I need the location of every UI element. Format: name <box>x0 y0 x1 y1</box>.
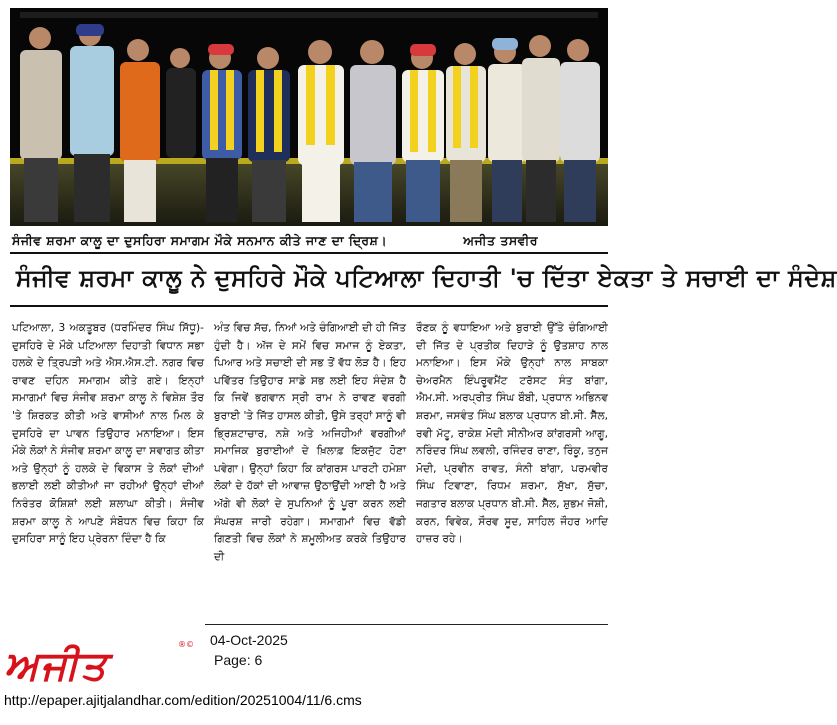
group-photo-illustration <box>10 8 608 226</box>
people-group <box>20 24 600 222</box>
article-column-3 <box>416 320 608 625</box>
photo-caption: ਸੰਜੀਵ ਸ਼ਰਮਾ ਕਾਲੂ ਦਾ ਦੁਸਹਿਰਾ ਸਮਾਗਮ ਮੌਕੇ ਸਨਮਾਨ ਕੀਤੇ ਜਾਣ ਦਾ ਦ੍ਰਿਸ਼। <box>12 233 388 248</box>
logo-wordmark: ਅਜੀਤ <box>4 643 109 689</box>
article-paragraph: ਪਟਿਆਲਾ, 3 ਅਕਤੂਬਰ (ਧਰਮਿੰਦਰ ਸਿੰਘ ਸਿੱਧੂ)-ਦੁਸਹਿਰੇ ਦੇ ਮੌਕੇ ਪਟਿਆਲਾ ਦਿਹਾਤੀ ਵਿਧਾਨ ਸਭਾ ਹਲਕੇ ਦੇ ਤ੍ਰਿਪੜੀ ਅਤੇ ਐਸ.ਐਸ.ਟੀ. ਨਗਰ ਵਿਚ ਰਾਵਣ ਦਹਿਨ ਸਮਾਗਮ ਕੀਤੇ ਗਏ। ਇਨ੍ਹਾਂ ਸਮਾਗਮਾਂ ਵਿਚ ਸੰਜੀਵ ਸ਼ਰਮਾ ਕਾਲੂ ਨੇ ਵਿਸ਼ੇਸ਼ ਤੌਰ 'ਤੇ ਸ਼ਿਰਕਤ ਕੀਤੀ ਅਤੇ ਵਾਸੀਆਂ ਨਾਲ ਮਿਲ ਕੇ ਦੁਸਹਿਰੇ ਦਾ ਪਾਵਨ ਤਿਉਹਾਰ ਮਨਾਇਆ। ਇਸ ਮੌਕੇ ਲੋਕਾਂ ਨੇ ਸੰਜੀਵ ਸ਼ਰਮਾ ਕਾਲੂ ਦਾ ਸਵਾਗਤ ਕੀਤਾ ਅਤੇ ਉਨ੍ਹਾਂ ਨੂੰ ਹਲਕੇ ਦੇ ਵਿਕਾਸ ਤੇ ਲੋਕਾਂ ਦੀਆਂ ਭਲਾਈ ਲਈ ਕੀਤੀਆਂ ਜਾ ਰਹੀਆਂ ਉਨ੍ਹਾਂ ਦੀਆਂ ਨਿਰੰਤਰ ਕੋਸ਼ਿਸ਼ਾਂ ਲਈ ਸ਼ਲਾਘਾ ਕੀਤੀ। ਸੰਜੀਵ ਸ਼ਰਮਾ ਕਾਲੂ ਨੇ ਆਪਣੇ ਸੰਬੋਧਨ ਵਿਚ ਕਿਹਾ ਕਿ ਦੁਸਹਿਰਾ ਸਾਨੂੰ ਇਹ ਪ੍ਰੇਰਨਾ ਦਿੰਦਾ ਹੈ ਕਿ <box>12 322 204 546</box>
article-column-1 <box>12 320 204 625</box>
footer-divider <box>205 624 608 625</box>
ajit-logo <box>4 644 190 688</box>
article-paragraph: ਰੌਣਕ ਨੂੰ ਵਧਾਇਆ ਅਤੇ ਬੁਰਾਈ ਉੱਤੇ ਚੰਗਿਆਈ ਦੀ ਜਿੱਤ ਦੇ ਪ੍ਰਤੀਕ ਦਿਹਾੜੇ ਨੂੰ ਉਤਸ਼ਾਹ ਨਾਲ ਮਨਾਇਆ। ਇਸ ਮੌਕੇ ਉਨ੍ਹਾਂ ਨਾਲ ਸਾਬਕਾ ਚੇਅਰਮੈਨ ਇੰਪਰੂਵਮੈਂਟ ਟਰੱਸਟ ਸੰਤ ਬਾਂਗਾ, ਐਮ.ਸੀ. ਅਰਪ੍ਰੀਤ ਸਿੰਘ ਬੌਬੀ, ਪ੍ਰਧਾਨ ਅਭਿਨਵ ਸ਼ਰਮਾ, ਜਸਵੰਤ ਸਿੰਘ ਬਲਾਕ ਪ੍ਰਧਾਨ ਬੀ.ਸੀ. ਸੈੱਲ, ਰਵੀ ਮੱਟੂ, ਰਾਕੇਸ਼ ਮੋਦੀ ਸੀਨੀਅਰ ਕਾਂਗਰਸੀ ਆਗੂ, ਨਰਿੰਦਰ ਸਿੰਘ ਲਵਲੀ, ਰਜਿੰਦਰ ਰਾਣਾ, ਰਿੰਕੂ, ਤਨੁਜ ਮੋਦੀ, ਪ੍ਰਵੀਨ ਰਾਵਤ, ਸੰਨੀ ਬਾਂਗਾ, ਪਰਮਵੀਰ ਸਿੰਘ ਟਿਵਾਣਾ, ਰਿਧਮ ਸ਼ਰਮਾ, ਸੁੱਖਾ, ਸੁੱਚਾ, ਜਗਤਾਰ ਬਲਾਕ ਪ੍ਰਧਾਨ ਬੀ.ਸੀ. ਸੈੱਲ, ਸ਼ੁਭਮ ਜੋਸ਼ੀ, ਕਰਨ, ਵਿਵੇਕ, ਸੌਰਵ ਸੂਦ, ਸਾਹਿਲ ਜੌਹਰ ਆਦਿ ਹਾਜ਼ਰ ਰਹੇ। <box>416 322 608 546</box>
article-headline: ਸੰਜੀਵ ਸ਼ਰਮਾ ਕਾਲੂ ਨੇ ਦੁਸਹਿਰੇ ਮੌਕੇ ਪਟਿਆਲਾ ਦਿਹਾਤੀ 'ਚ ਦਿੱਤਾ ਏਕਤਾ ਤੇ ਸਚਾਈ ਦਾ ਸੰਦੇਸ਼ <box>15 264 837 292</box>
page-number: Page: 6 <box>214 652 263 668</box>
article-column-2 <box>214 320 406 625</box>
headline-bottom-rule <box>10 305 608 307</box>
article-paragraph: ਅੰਤ ਵਿਚ ਸੱਚ, ਨਿਆਂ ਅਤੇ ਚੰਗਿਆਈ ਦੀ ਹੀ ਜਿੱਤ ਹੁੰਦੀ ਹੈ। ਅੱਜ ਦੇ ਸਮੇਂ ਵਿਚ ਸਮਾਜ ਨੂੰ ਏਕਤਾ, ਪਿਆਰ ਅਤੇ ਸਚਾਈ ਦੀ ਸਭ ਤੋਂ ਵੱਧ ਲੋੜ ਹੈ। ਇਹ ਪਵਿੱਤਰ ਤਿਉਹਾਰ ਸਾਡੇ ਸਭ ਲਈ ਇਹ ਸੰਦੇਸ਼ ਹੈ ਕਿ ਜਿਵੇਂ ਭਗਵਾਨ ਸ੍ਰੀ ਰਾਮ ਨੇ ਰਾਵਣ ਵਰਗੀ ਬੁਰਾਈ 'ਤੇ ਜਿੱਤ ਹਾਸਲ ਕੀਤੀ, ਉਸੇ ਤਰ੍ਹਾਂ ਸਾਨੂੰ ਵੀ ਭ੍ਰਿਸ਼ਟਾਚਾਰ, ਨਸ਼ੇ ਅਤੇ ਅਜਿਹੀਆਂ ਵਰਗੀਆਂ ਸਮਾਜਿਕ ਬੁਰਾਈਆਂ ਦੇ ਖ਼ਿਲਾਫ਼ ਇਕਜੁੱਟ ਹੋਣਾ ਪਵੇਗਾ। ਉਨ੍ਹਾਂ ਕਿਹਾ ਕਿ ਕਾਂਗਰਸ ਪਾਰਟੀ ਹਮੇਸ਼ਾ ਲੋਕਾਂ ਦੇ ਹੱਕਾਂ ਦੀ ਆਵਾਜ਼ ਉਠਾਉਂਦੀ ਆਈ ਹੈ ਅਤੇ ਅੱਗੇ ਵੀ ਲੋਕਾਂ ਦੇ ਸੁਪਨਿਆਂ ਨੂੰ ਪੂਰਾ ਕਰਨ ਲਈ ਸੰਘਰਸ਼ ਜਾਰੀ ਰਹੇਗਾ। ਸਮਾਗਮਾਂ ਵਿਚ ਵੱਡੀ ਗਿਣਤੀ ਵਿਚ ਲੋਕਾਂ ਨੇ ਸ਼ਮੂਲੀਅਤ ਕਰਕੇ ਤਿਉਹਾਰ ਦੀ <box>214 322 406 563</box>
epaper-url[interactable]: http://epaper.ajitjalandhar.com/edition/20251004/11/6.cms <box>4 692 362 708</box>
photo-caption-row <box>10 230 608 252</box>
article-body <box>12 320 608 625</box>
news-photo <box>10 8 608 226</box>
photo-credit: ਅਜੀਤ ਤਸਵੀਰ <box>463 233 538 248</box>
registered-mark: ®© <box>178 640 194 649</box>
edition-date: 04-Oct-2025 <box>210 632 288 648</box>
